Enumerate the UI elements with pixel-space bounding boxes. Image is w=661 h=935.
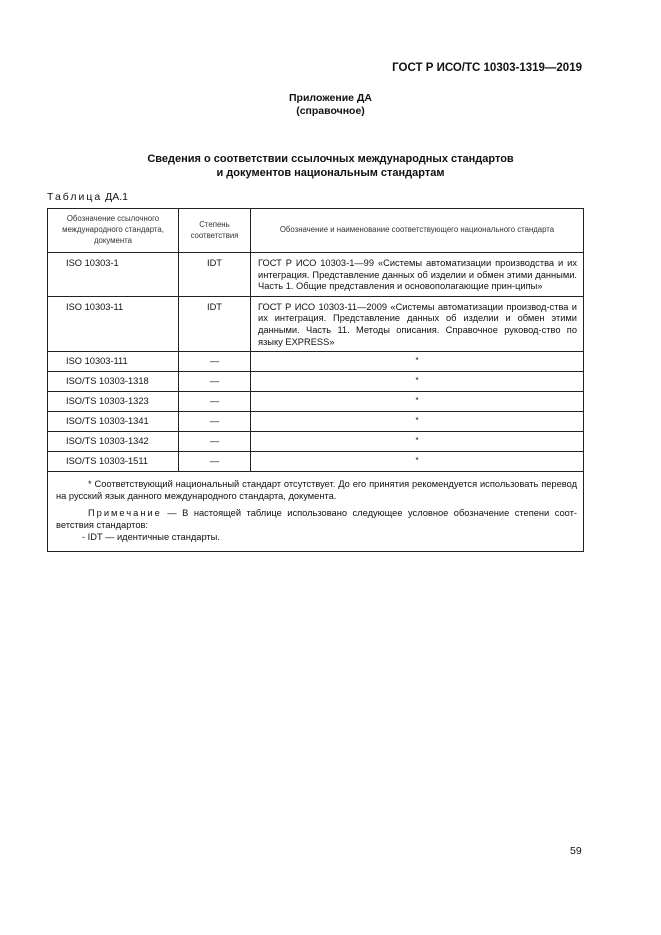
table-footer-row — [48, 472, 584, 552]
cell-degree: IDT — [179, 296, 251, 351]
cell-national: ГОСТ Р ИСО 10303-11—2009 «Системы автоматизации производ-ства и их интеграция. Представление данных об изделии и обмен этими данными. Часть 11. Методы описания. Справочное руковод-ство по языку EXPRESS» — [251, 296, 584, 351]
document-header: ГОСТ Р ИСО/ТС 10303-1319—2019 — [392, 62, 582, 74]
cell-ref: ISO/TS 10303-1511 — [48, 452, 179, 472]
header-ref: Обозначение ссылочного международного стандарта, документа — [48, 209, 179, 253]
correspondence-table — [47, 208, 584, 552]
table-row — [48, 296, 584, 351]
table-row — [48, 352, 584, 372]
cell-degree: — — [179, 412, 251, 432]
table-row — [48, 452, 584, 472]
cell-degree: — — [179, 352, 251, 372]
header-degree: Степень соответствия — [179, 209, 251, 253]
table-caption-label: Таблица — [47, 191, 103, 203]
table-caption — [47, 191, 128, 203]
section-title — [0, 152, 661, 180]
cell-national: * — [251, 392, 584, 412]
cell-degree: — — [179, 372, 251, 392]
cell-national: * — [251, 412, 584, 432]
cell-national: ГОСТ Р ИСО 10303-1—99 «Системы автоматизации производства и их интеграция. Представление данных об изделии и обмен этими данными. Часть 1. Общие представления и основополагающие прин-ципы» — [251, 253, 584, 297]
section-title-line1: Сведения о соответствии ссылочных международных стандартов — [147, 153, 514, 165]
table-row — [48, 253, 584, 297]
section-title-line2: и документов национальным стандартам — [216, 167, 445, 179]
cell-degree: — — [179, 452, 251, 472]
cell-degree: — — [179, 392, 251, 412]
cell-ref: ISO/TS 10303-1318 — [48, 372, 179, 392]
note-text: — В настоящей таблице использовано следующее условное обозначение степени соот-ветствия стандартов: — [56, 508, 577, 530]
cell-national: * — [251, 352, 584, 372]
annex-title: Приложение ДА — [289, 92, 372, 104]
table-caption-number: ДА.1 — [105, 191, 128, 203]
table-row — [48, 412, 584, 432]
cell-ref: ISO/TS 10303-1342 — [48, 432, 179, 452]
cell-ref: ISO/TS 10303-1341 — [48, 412, 179, 432]
note-label: Примечание — [88, 508, 162, 519]
table-row — [48, 392, 584, 412]
cell-ref: ISO 10303-111 — [48, 352, 179, 372]
cell-national: * — [251, 452, 584, 472]
cell-ref: ISO 10303-11 — [48, 296, 179, 351]
annex-subtitle: (справочное) — [296, 105, 365, 117]
table-header-row — [48, 209, 584, 253]
cell-national: * — [251, 372, 584, 392]
cell-ref: ISO 10303-1 — [48, 253, 179, 297]
table-row — [48, 432, 584, 452]
header-national: Обозначение и наименование соответствующего национального стандарта — [251, 209, 584, 253]
cell-degree: IDT — [179, 253, 251, 297]
note — [56, 508, 577, 531]
footnote: * Соответствующий национальный стандарт отсутствует. До его принятия рекомендуется использовать перевод на русский язык данного международного стандарта, документа. — [56, 479, 577, 501]
cell-national: * — [251, 432, 584, 452]
cell-degree: — — [179, 432, 251, 452]
page-number: 59 — [570, 845, 582, 857]
table-row — [48, 372, 584, 392]
annex-heading — [0, 92, 661, 118]
cell-ref: ISO/TS 10303-1323 — [48, 392, 179, 412]
table-footer — [48, 472, 584, 552]
note-item: - IDT — идентичные стандарты. — [82, 531, 220, 542]
